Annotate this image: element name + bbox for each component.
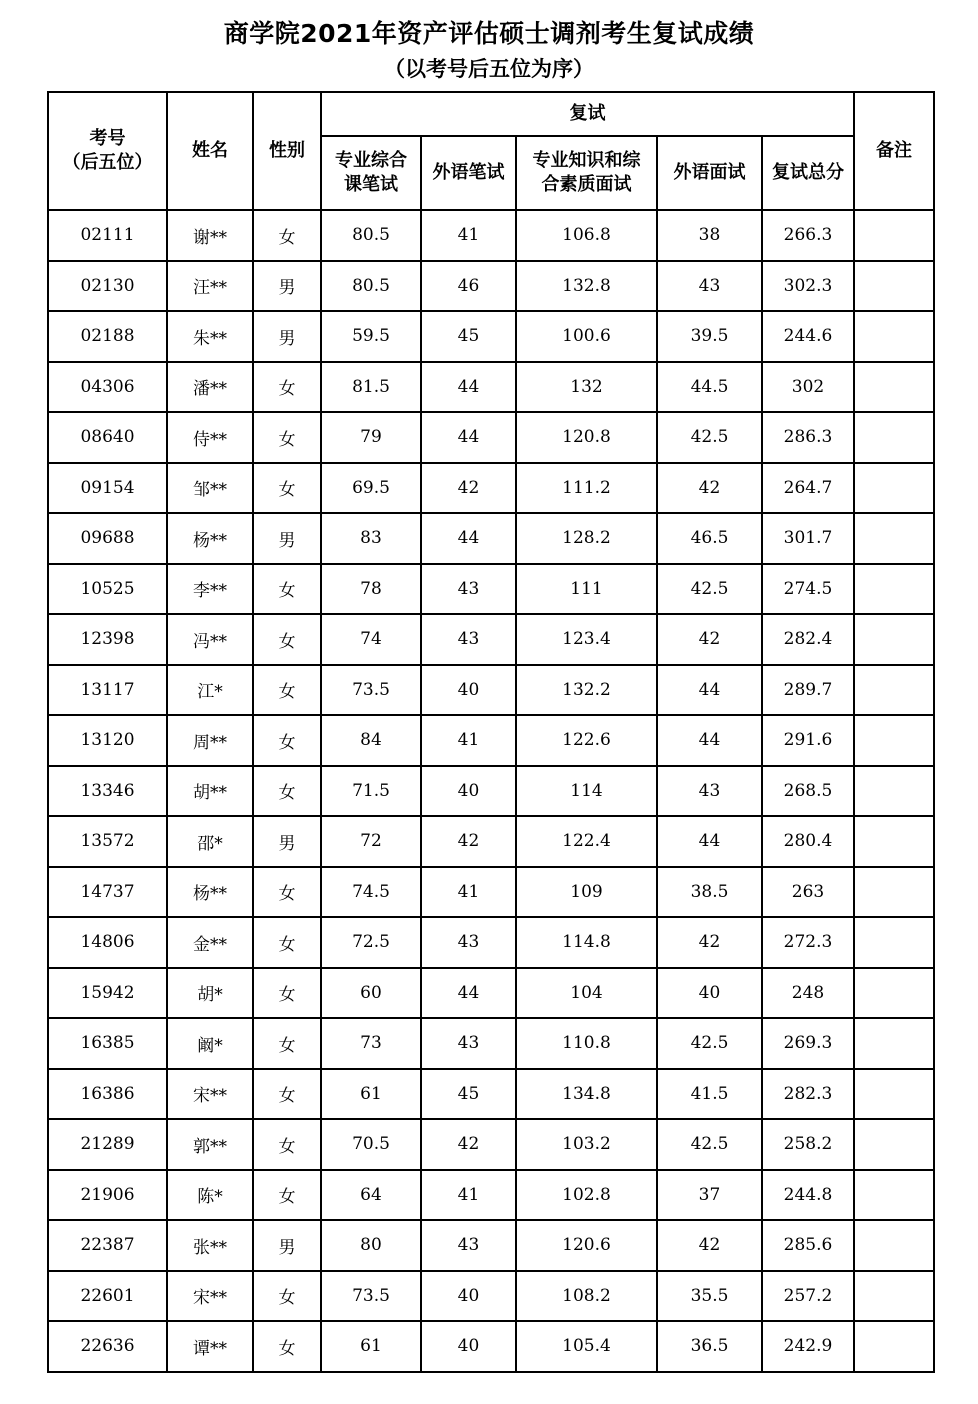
sex-cell: 男	[253, 311, 321, 362]
interview-score-cell: 122.4	[516, 816, 657, 867]
name-cell: 杨**	[167, 513, 253, 564]
note-cell	[854, 917, 934, 968]
sex-cell: 女	[253, 210, 321, 261]
note-cell	[854, 1170, 934, 1221]
header-written-exam-line1: 专业综合	[335, 150, 407, 171]
interview-score-cell: 122.6	[516, 715, 657, 766]
interview-score-cell: 123.4	[516, 614, 657, 665]
written-score-cell: 64	[321, 1170, 421, 1221]
interview-score-cell: 111	[516, 564, 657, 615]
language-written-score-cell: 44	[421, 513, 516, 564]
interview-score-cell: 108.2	[516, 1271, 657, 1322]
interview-score-cell: 109	[516, 867, 657, 918]
table-row	[48, 968, 934, 1019]
note-cell	[854, 311, 934, 362]
table-row	[48, 1018, 934, 1069]
total-score-cell: 282.3	[762, 1069, 854, 1120]
language-oral-score-cell: 39.5	[657, 311, 762, 362]
interview-score-cell: 120.8	[516, 412, 657, 463]
exam-id-cell: 21906	[48, 1170, 167, 1221]
language-oral-score-cell: 42	[657, 1220, 762, 1271]
language-oral-score-cell: 38	[657, 210, 762, 261]
language-written-score-cell: 44	[421, 362, 516, 413]
exam-id-cell: 09154	[48, 463, 167, 514]
total-score-cell: 291.6	[762, 715, 854, 766]
interview-score-cell: 106.8	[516, 210, 657, 261]
table-row	[48, 564, 934, 615]
interview-score-cell: 103.2	[516, 1119, 657, 1170]
written-score-cell: 81.5	[321, 362, 421, 413]
sex-cell: 女	[253, 1018, 321, 1069]
name-cell: 汪**	[167, 261, 253, 312]
language-written-score-cell: 46	[421, 261, 516, 312]
written-score-cell: 83	[321, 513, 421, 564]
header-exam-id-line2: （后五位）	[62, 152, 153, 173]
exam-id-cell: 08640	[48, 412, 167, 463]
name-cell: 宋**	[167, 1271, 253, 1322]
note-cell	[854, 1271, 934, 1322]
note-cell	[854, 665, 934, 716]
language-oral-score-cell: 42.5	[657, 564, 762, 615]
header-exam-id	[48, 92, 167, 210]
total-score-cell: 269.3	[762, 1018, 854, 1069]
note-cell	[854, 1220, 934, 1271]
interview-score-cell: 104	[516, 968, 657, 1019]
written-score-cell: 79	[321, 412, 421, 463]
interview-score-cell: 134.8	[516, 1069, 657, 1120]
interview-score-cell: 132.8	[516, 261, 657, 312]
interview-score-cell: 132.2	[516, 665, 657, 716]
language-written-score-cell: 45	[421, 1069, 516, 1120]
sex-cell: 女	[253, 766, 321, 817]
interview-score-cell: 102.8	[516, 1170, 657, 1221]
interview-score-cell: 110.8	[516, 1018, 657, 1069]
written-score-cell: 80.5	[321, 261, 421, 312]
language-oral-score-cell: 42.5	[657, 1119, 762, 1170]
name-cell: 郭**	[167, 1119, 253, 1170]
language-written-score-cell: 44	[421, 412, 516, 463]
language-oral-score-cell: 44	[657, 816, 762, 867]
total-score-cell: 248	[762, 968, 854, 1019]
language-written-score-cell: 42	[421, 816, 516, 867]
exam-id-cell: 12398	[48, 614, 167, 665]
sex-cell: 男	[253, 261, 321, 312]
exam-id-cell: 10525	[48, 564, 167, 615]
total-score-cell: 257.2	[762, 1271, 854, 1322]
table-row	[48, 1321, 934, 1372]
header-sex: 性别	[253, 92, 321, 210]
language-oral-score-cell: 43	[657, 261, 762, 312]
sex-cell: 女	[253, 1321, 321, 1372]
table-row	[48, 1271, 934, 1322]
header-total: 复试总分	[762, 136, 854, 210]
sex-cell: 男	[253, 513, 321, 564]
name-cell: 阚*	[167, 1018, 253, 1069]
language-oral-score-cell: 35.5	[657, 1271, 762, 1322]
written-score-cell: 73	[321, 1018, 421, 1069]
written-score-cell: 84	[321, 715, 421, 766]
header-interview-line1: 专业知识和综	[532, 150, 641, 171]
name-cell: 邵*	[167, 816, 253, 867]
table-row	[48, 362, 934, 413]
language-written-score-cell: 40	[421, 665, 516, 716]
total-score-cell: 258.2	[762, 1119, 854, 1170]
name-cell: 侍**	[167, 412, 253, 463]
header-interview	[516, 136, 657, 210]
written-score-cell: 70.5	[321, 1119, 421, 1170]
exam-id-cell: 14737	[48, 867, 167, 918]
sex-cell: 男	[253, 816, 321, 867]
name-cell: 杨**	[167, 867, 253, 918]
table-row	[48, 867, 934, 918]
name-cell: 江*	[167, 665, 253, 716]
written-score-cell: 72	[321, 816, 421, 867]
name-cell: 朱**	[167, 311, 253, 362]
language-oral-score-cell: 46.5	[657, 513, 762, 564]
table-row	[48, 1119, 934, 1170]
name-cell: 周**	[167, 715, 253, 766]
note-cell	[854, 766, 934, 817]
note-cell	[854, 614, 934, 665]
written-score-cell: 72.5	[321, 917, 421, 968]
total-score-cell: 266.3	[762, 210, 854, 261]
sex-cell: 女	[253, 614, 321, 665]
exam-id-cell: 13346	[48, 766, 167, 817]
header-language-written: 外语笔试	[421, 136, 516, 210]
table-row	[48, 412, 934, 463]
total-score-cell: 302	[762, 362, 854, 413]
total-score-cell: 244.8	[762, 1170, 854, 1221]
exam-id-cell: 02111	[48, 210, 167, 261]
note-cell	[854, 1119, 934, 1170]
table-row	[48, 210, 934, 261]
name-cell: 李**	[167, 564, 253, 615]
sex-cell: 女	[253, 1271, 321, 1322]
interview-score-cell: 100.6	[516, 311, 657, 362]
name-cell: 胡*	[167, 968, 253, 1019]
language-oral-score-cell: 37	[657, 1170, 762, 1221]
interview-score-cell: 114	[516, 766, 657, 817]
table-row	[48, 816, 934, 867]
header-written-exam	[321, 136, 421, 210]
language-written-score-cell: 40	[421, 1271, 516, 1322]
exam-id-cell: 13572	[48, 816, 167, 867]
header-written-exam-line2: 课笔试	[344, 174, 398, 195]
language-written-score-cell: 42	[421, 1119, 516, 1170]
exam-id-cell: 16386	[48, 1069, 167, 1120]
sex-cell: 女	[253, 1119, 321, 1170]
header-retest: 复试	[321, 92, 854, 136]
language-oral-score-cell: 42	[657, 463, 762, 514]
note-cell	[854, 1321, 934, 1372]
sex-cell: 女	[253, 1170, 321, 1221]
language-oral-score-cell: 44	[657, 715, 762, 766]
scores-table	[47, 91, 935, 1373]
page-subtitle: （以考号后五位为序）	[384, 57, 594, 81]
exam-id-cell: 14806	[48, 917, 167, 968]
exam-id-cell: 22601	[48, 1271, 167, 1322]
name-cell: 陈*	[167, 1170, 253, 1221]
note-cell	[854, 968, 934, 1019]
note-cell	[854, 412, 934, 463]
language-written-score-cell: 41	[421, 715, 516, 766]
exam-id-cell: 09688	[48, 513, 167, 564]
name-cell: 谢**	[167, 210, 253, 261]
language-written-score-cell: 41	[421, 1170, 516, 1221]
table-row	[48, 463, 934, 514]
exam-id-cell: 15942	[48, 968, 167, 1019]
table-body	[48, 210, 934, 1372]
language-written-score-cell: 43	[421, 564, 516, 615]
interview-score-cell: 105.4	[516, 1321, 657, 1372]
language-written-score-cell: 45	[421, 311, 516, 362]
written-score-cell: 78	[321, 564, 421, 615]
table-row	[48, 311, 934, 362]
interview-score-cell: 128.2	[516, 513, 657, 564]
table-row	[48, 1170, 934, 1221]
language-written-score-cell: 42	[421, 463, 516, 514]
name-cell: 谭**	[167, 1321, 253, 1372]
exam-id-cell: 13117	[48, 665, 167, 716]
language-written-score-cell: 44	[421, 968, 516, 1019]
exam-id-cell: 22636	[48, 1321, 167, 1372]
note-cell	[854, 715, 934, 766]
interview-score-cell: 132	[516, 362, 657, 413]
total-score-cell: 274.5	[762, 564, 854, 615]
total-score-cell: 289.7	[762, 665, 854, 716]
language-oral-score-cell: 42.5	[657, 412, 762, 463]
written-score-cell: 60	[321, 968, 421, 1019]
written-score-cell: 80	[321, 1220, 421, 1271]
sex-cell: 男	[253, 1220, 321, 1271]
table-header	[48, 92, 934, 210]
name-cell: 金**	[167, 917, 253, 968]
written-score-cell: 61	[321, 1321, 421, 1372]
table-row	[48, 261, 934, 312]
language-oral-score-cell: 36.5	[657, 1321, 762, 1372]
total-score-cell: 272.3	[762, 917, 854, 968]
total-score-cell: 301.7	[762, 513, 854, 564]
note-cell	[854, 1018, 934, 1069]
sex-cell: 女	[253, 463, 321, 514]
language-written-score-cell: 41	[421, 210, 516, 261]
language-written-score-cell: 43	[421, 917, 516, 968]
written-score-cell: 73.5	[321, 665, 421, 716]
written-score-cell: 61	[321, 1069, 421, 1120]
note-cell	[854, 564, 934, 615]
total-score-cell: 263	[762, 867, 854, 918]
note-cell	[854, 210, 934, 261]
language-oral-score-cell: 42	[657, 614, 762, 665]
sex-cell: 女	[253, 665, 321, 716]
total-score-cell: 285.6	[762, 1220, 854, 1271]
sex-cell: 女	[253, 917, 321, 968]
interview-score-cell: 114.8	[516, 917, 657, 968]
header-interview-line2: 合素质面试	[541, 174, 632, 195]
written-score-cell: 59.5	[321, 311, 421, 362]
note-cell	[854, 1069, 934, 1120]
total-score-cell: 280.4	[762, 816, 854, 867]
exam-id-cell: 13120	[48, 715, 167, 766]
note-cell	[854, 867, 934, 918]
exam-id-cell: 04306	[48, 362, 167, 413]
total-score-cell: 282.4	[762, 614, 854, 665]
total-score-cell: 244.6	[762, 311, 854, 362]
table-row	[48, 614, 934, 665]
total-score-cell: 268.5	[762, 766, 854, 817]
note-cell	[854, 261, 934, 312]
language-written-score-cell: 43	[421, 614, 516, 665]
language-oral-score-cell: 40	[657, 968, 762, 1019]
language-written-score-cell: 40	[421, 1321, 516, 1372]
table-row	[48, 917, 934, 968]
language-oral-score-cell: 43	[657, 766, 762, 817]
written-score-cell: 74	[321, 614, 421, 665]
written-score-cell: 73.5	[321, 1271, 421, 1322]
interview-score-cell: 111.2	[516, 463, 657, 514]
language-written-score-cell: 41	[421, 867, 516, 918]
page-title: 商学院2021年资产评估硕士调剂考生复试成绩	[223, 19, 755, 48]
written-score-cell: 80.5	[321, 210, 421, 261]
header-language-oral: 外语面试	[657, 136, 762, 210]
language-oral-score-cell: 42.5	[657, 1018, 762, 1069]
language-oral-score-cell: 41.5	[657, 1069, 762, 1120]
total-score-cell: 286.3	[762, 412, 854, 463]
total-score-cell: 264.7	[762, 463, 854, 514]
interview-score-cell: 120.6	[516, 1220, 657, 1271]
name-cell: 张**	[167, 1220, 253, 1271]
language-oral-score-cell: 38.5	[657, 867, 762, 918]
table-row	[48, 665, 934, 716]
table-row	[48, 513, 934, 564]
note-cell	[854, 513, 934, 564]
header-name: 姓名	[167, 92, 253, 210]
sex-cell: 女	[253, 968, 321, 1019]
header-note: 备注	[854, 92, 934, 210]
total-score-cell: 242.9	[762, 1321, 854, 1372]
language-oral-score-cell: 44	[657, 665, 762, 716]
exam-id-cell: 16385	[48, 1018, 167, 1069]
sex-cell: 女	[253, 715, 321, 766]
sex-cell: 女	[253, 564, 321, 615]
table-row	[48, 715, 934, 766]
sex-cell: 女	[253, 867, 321, 918]
note-cell	[854, 362, 934, 413]
written-score-cell: 69.5	[321, 463, 421, 514]
language-oral-score-cell: 44.5	[657, 362, 762, 413]
written-score-cell: 74.5	[321, 867, 421, 918]
language-written-score-cell: 40	[421, 766, 516, 817]
header-exam-id-line1: 考号	[89, 128, 126, 149]
name-cell: 邹**	[167, 463, 253, 514]
language-oral-score-cell: 42	[657, 917, 762, 968]
exam-id-cell: 21289	[48, 1119, 167, 1170]
name-cell: 潘**	[167, 362, 253, 413]
name-cell: 冯**	[167, 614, 253, 665]
exam-id-cell: 02130	[48, 261, 167, 312]
note-cell	[854, 463, 934, 514]
language-written-score-cell: 43	[421, 1220, 516, 1271]
table-row	[48, 1069, 934, 1120]
exam-id-cell: 02188	[48, 311, 167, 362]
table-row	[48, 766, 934, 817]
exam-id-cell: 22387	[48, 1220, 167, 1271]
name-cell: 胡**	[167, 766, 253, 817]
sex-cell: 女	[253, 1069, 321, 1120]
name-cell: 宋**	[167, 1069, 253, 1120]
sex-cell: 女	[253, 412, 321, 463]
table-row	[48, 1220, 934, 1271]
written-score-cell: 71.5	[321, 766, 421, 817]
total-score-cell: 302.3	[762, 261, 854, 312]
note-cell	[854, 816, 934, 867]
language-written-score-cell: 43	[421, 1018, 516, 1069]
sex-cell: 女	[253, 362, 321, 413]
